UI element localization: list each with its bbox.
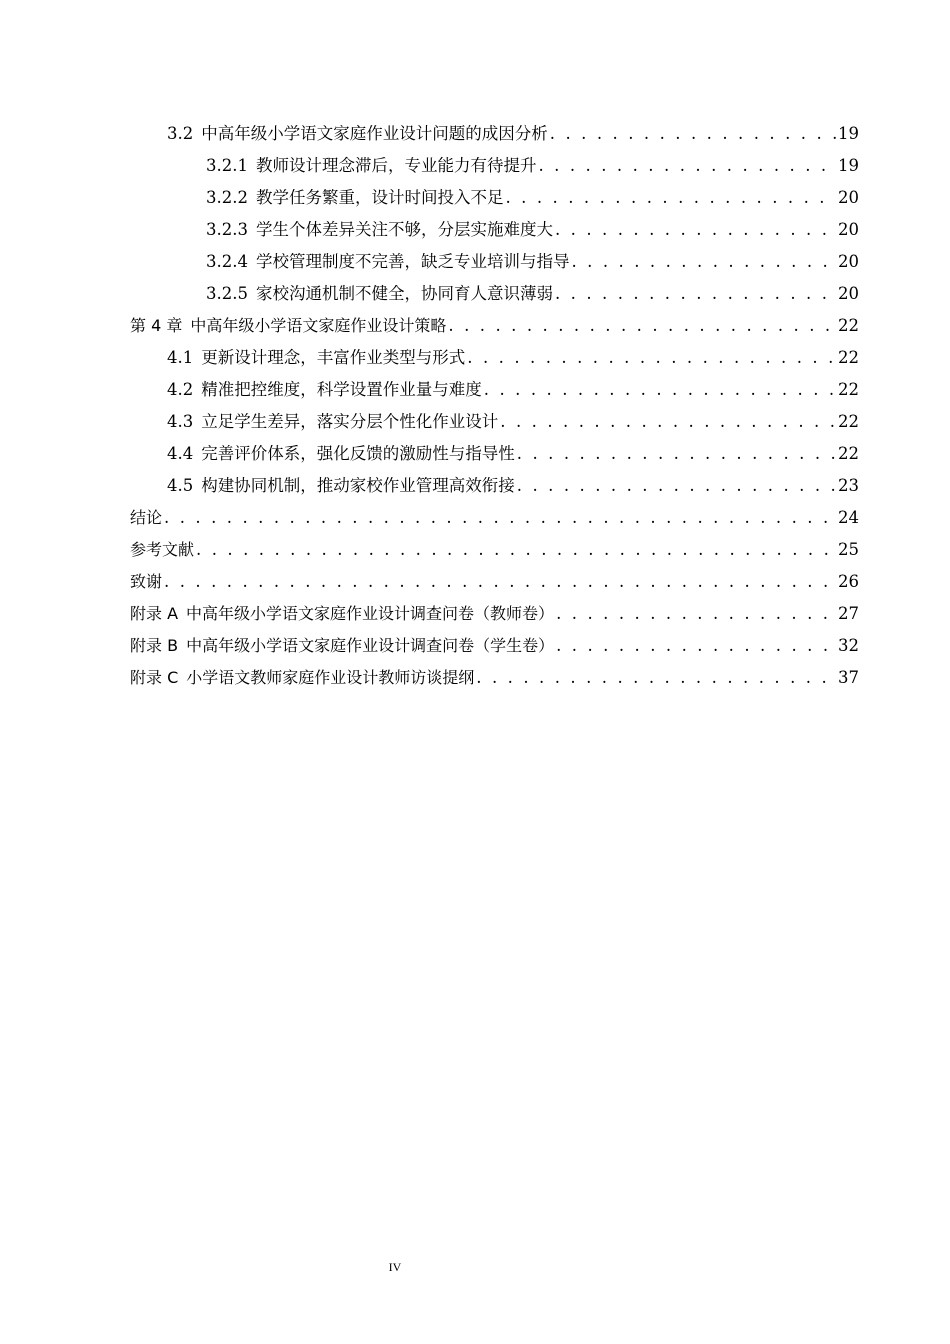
toc-entry-number: 4.2 [167, 380, 194, 399]
toc-dot-leader [517, 444, 836, 464]
toc-entry-number: 4.3 [167, 412, 194, 431]
toc-dot-leader [484, 380, 836, 400]
toc-entry-page: 20 [838, 284, 859, 303]
toc-dot-leader [555, 284, 836, 304]
toc-entry-chapter-4 [130, 308, 859, 336]
toc-dot-leader [555, 220, 836, 240]
toc-entry-title: 教师设计理念滞后，专业能力有待提升 [255, 156, 537, 175]
toc-entry-page: 24 [838, 508, 859, 527]
toc-dot-leader [556, 636, 836, 656]
toc-entry-page: 23 [838, 476, 859, 495]
toc-entry-title: 构建协同机制，推动家校作业管理高效衔接 [201, 476, 515, 495]
toc-entry-number: 3.2.3 [206, 220, 248, 239]
toc-entry-page: 32 [838, 636, 859, 655]
toc-dot-leader [505, 188, 836, 208]
toc-entry-page: 19 [838, 124, 859, 143]
toc-dot-leader [538, 156, 836, 176]
toc-dot-leader [164, 508, 836, 528]
toc-entry-number: 第 4 章 [130, 316, 183, 335]
toc-dot-leader [467, 348, 836, 368]
toc-entry-number: 附录 B [130, 636, 179, 655]
toc-entry-3-2-3 [206, 212, 859, 240]
toc-entry-3-2 [167, 116, 859, 144]
page-number-footer: IV [388, 1260, 402, 1274]
toc-entry-4-5 [167, 468, 859, 496]
toc-entry-acknowledgements [130, 564, 859, 592]
toc-entry-number: 3.2.4 [206, 252, 248, 271]
toc-dot-leader [448, 316, 836, 336]
toc-entry-4-3 [167, 404, 859, 432]
toc-entry-title: 立足学生差异，落实分层个性化作业设计 [201, 412, 499, 431]
toc-entry-title: 参考文献 [130, 540, 195, 559]
toc-entry-number: 4.4 [167, 444, 194, 463]
toc-entry-page: 22 [838, 412, 859, 431]
toc-entry-number: 4.5 [167, 476, 194, 495]
toc-entry-number: 3.2.5 [206, 284, 248, 303]
toc-entry-number: 3.2.1 [206, 156, 248, 175]
toc-entry-page: 26 [838, 572, 859, 591]
toc-entry-title: 中高年级小学语文家庭作业设计调查问卷（教师卷） [186, 604, 555, 623]
toc-entry-page: 20 [838, 252, 859, 271]
toc-entry-3-2-4 [206, 244, 859, 272]
toc-entry-4-2 [167, 372, 859, 400]
toc-entry-title: 小学语文教师家庭作业设计教师访谈提纲 [186, 668, 475, 687]
toc-entry-references [130, 532, 859, 560]
toc-entry-title: 更新设计理念，丰富作业类型与形式 [201, 348, 466, 367]
toc-dot-leader [196, 540, 836, 560]
toc-entry-page: 20 [838, 220, 859, 239]
toc-entry-number: 4.1 [167, 348, 194, 367]
toc-entry-page: 22 [838, 348, 859, 367]
toc-entry-title: 致谢 [130, 572, 163, 591]
toc-entry-4-1 [167, 340, 859, 368]
toc-entry-appendix-a [130, 596, 859, 624]
toc-entry-page: 19 [838, 156, 859, 175]
toc-entry-number: 附录 C [130, 668, 179, 687]
toc-entry-title: 家校沟通机制不健全，协同育人意识薄弱 [255, 284, 553, 303]
toc-entry-title: 学校管理制度不完善，缺乏专业培训与指导 [255, 252, 570, 271]
toc-entry-title: 精准把控维度，科学设置作业量与难度 [201, 380, 482, 399]
toc-entry-3-2-2 [206, 180, 859, 208]
toc-dot-leader [517, 476, 836, 496]
toc-entry-title: 完善评价体系，强化反馈的激励性与指导性 [201, 444, 515, 463]
toc-entry-title: 结论 [130, 508, 163, 527]
toc-dot-leader [550, 124, 836, 144]
toc-entry-appendix-c [130, 660, 859, 688]
toc-dot-leader [500, 412, 836, 432]
toc-entry-3-2-1 [206, 148, 859, 176]
toc-entry-number: 3.2.2 [206, 188, 248, 207]
toc-entry-page: 25 [838, 540, 859, 559]
toc-entry-3-2-5 [206, 276, 859, 304]
toc-entry-page: 22 [838, 316, 859, 335]
toc-entry-page: 22 [838, 380, 859, 399]
toc-entry-title: 中高年级小学语文家庭作业设计策略 [190, 316, 447, 335]
toc-entry-page: 20 [838, 188, 859, 207]
toc-entry-title: 学生个体差异关注不够，分层实施难度大 [255, 220, 553, 239]
toc-entry-page: 37 [838, 668, 859, 687]
toc-entry-page: 27 [838, 604, 859, 623]
toc-entry-page: 22 [838, 444, 859, 463]
toc-dot-leader [476, 668, 836, 688]
toc-entry-title: 教学任务繁重，设计时间投入不足 [255, 188, 504, 207]
toc-entry-4-4 [167, 436, 859, 464]
toc-entry-appendix-b [130, 628, 859, 656]
toc-dot-leader [571, 252, 836, 272]
toc-entry-title: 中高年级小学语文家庭作业设计调查问卷（学生卷） [186, 636, 555, 655]
toc-entry-conclusion [130, 500, 859, 528]
toc-entry-number: 附录 A [130, 604, 179, 623]
toc-dot-leader [164, 572, 836, 592]
toc-entry-number: 3.2 [167, 124, 194, 143]
toc-entry-title: 中高年级小学语文家庭作业设计问题的成因分析 [201, 124, 548, 143]
toc-dot-leader [556, 604, 836, 624]
